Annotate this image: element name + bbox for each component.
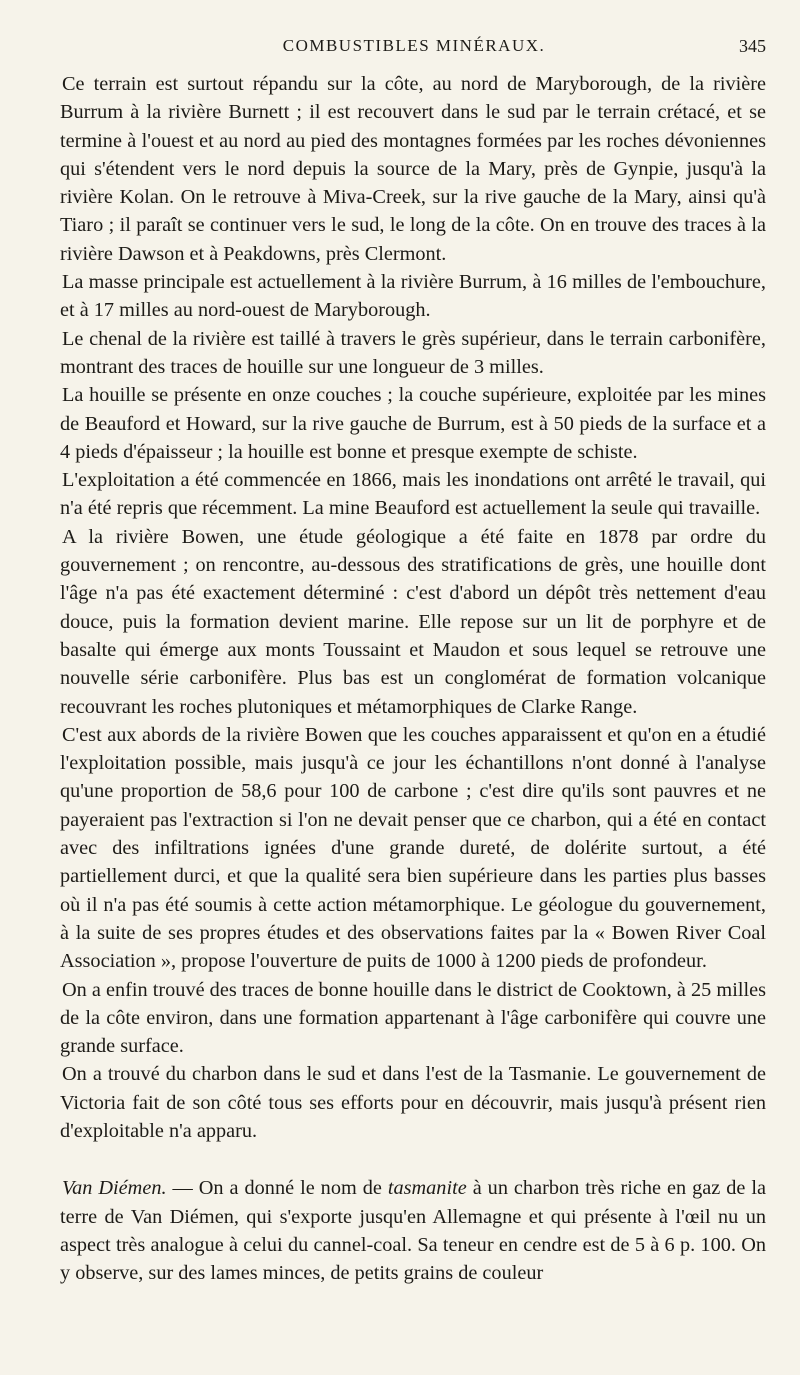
paragraph: A la rivière Bowen, une étude géologique a été faite en 1878 par ordre du gouvernement ; on rencontre, au-dessous des stratifications de grès, une houille dont l'âge n'a pas été exactement déterminé : c'est d'abord un dépôt très nettement d'eau douce, puis la formation devient marine. Elle repose sur un lit de porphyre et de basalte qui émerge aux monts Toussaint et Maudon et sous lequel se retrouve une nouvelle série carbonifère. Plus bas est un conglomérat de formation volcanique recouvrant les roches plutoniques et métamorphiques de Clarke Range. xyxy=(60,525,766,718)
paragraph: Le chenal de la rivière est taillé à travers le grès supérieur, dans le terrain carbonifère, montrant des traces de houille sur une longueur de 3 milles. xyxy=(60,327,766,378)
section-paragraph xyxy=(60,1174,766,1287)
section-dash-text: — On a donné le nom de xyxy=(166,1177,388,1200)
paragraph: On a enfin trouvé des traces de bonne houille dans le district de Cooktown, à 25 milles de la côte environ, dans une formation appartenant à l'âge carbonifère qui couvre une grande surface. xyxy=(60,978,766,1058)
paragraph: C'est aux abords de la rivière Bowen que les couches apparaissent et qu'on en a étudié l'exploitation possible, mais jusqu'à ce jour les échantillons n'ont donné à l'analyse qu'une proportion de 58,6 pour 100 de carbone ; c'est dire qu'ils sont pauvres et ne payeraient pas l'extraction si l'on ne devait penser que ce charbon, qui a été en contact avec des infiltrations ignées d'une grande dureté, de dolérite surtout, a été partiellement durci, et que la qualité sera bien supérieure dans les parties plus basses où il n'a pas été soumis à cette action métamorphique. Le géologue du gouvernement, à la suite de ses propres études et des observations faites par la « Bowen River Coal Association », propose l'ouverture de puits de 1000 à 1200 pieds de profondeur. xyxy=(60,723,766,973)
section-heading: Van Diémen. xyxy=(62,1177,167,1200)
page-header xyxy=(62,36,766,64)
body-text xyxy=(60,70,766,1287)
paragraph: La houille se présente en onze couches ; la couche supérieure, exploitée par les mines de Beauford et Howard, sur la rive gauche de Burrum, est à 50 pieds de la surface et a 4 pieds d'épaisseur ; la houille est bonne et presque exempte de schiste. xyxy=(60,384,766,463)
paragraph: On a trouvé du charbon dans le sud et dans l'est de la Tasmanie. Le gouvernement de Victoria fait de son côté tous ses efforts pour en découvrir, mais jusqu'à présent rien d'exploitable n'a apparu. xyxy=(60,1063,766,1142)
page-number: 345 xyxy=(739,36,766,56)
paragraph: Ce terrain est surtout répandu sur la côte, au nord de Maryborough, de la rivière Burrum à la rivière Burnett ; il est recouvert dans le sud par le terrain crétacé, et se termine à l'ouest et au nord au pied des montagnes formées par les roches dévoniennes qui s'étendent vers le nord depuis la source de la Mary, près de Gynpie, jusqu'à la rivière Kolan. On le retrouve à Miva-Creek, sur la rive gauche de la Mary, ainsi qu'à Tiaro ; il paraît se continuer vers le sud, le long de la côte. On en trouve des traces à la rivière Dawson et à Peakdowns, près Clermont. xyxy=(60,73,766,265)
section-body-text: à un charbon très riche en gaz de la terre de Van Diémen, qui s'exporte jusqu'en Allemagne et qui présente à l'œil nu un aspect très analogue à celui du cannel-coal. Sa teneur en cendre est de 5 à 6 p. 100. On y observe, sur des lames minces, de petits grains de couleur xyxy=(60,1177,766,1285)
section-term: tasmanite xyxy=(387,1177,467,1200)
running-title: COMBUSTIBLES MINÉRAUX. xyxy=(282,36,546,55)
paragraph: L'exploitation a été commencée en 1866, mais les inondations ont arrêté le travail, qui n'a été repris que récemment. La mine Beauford est actuellement la seule qui travaille. xyxy=(60,469,766,520)
paragraph: La masse principale est actuellement à la rivière Burrum, à 16 milles de l'embouchure, et à 17 milles au nord-ouest de Maryborough. xyxy=(60,271,766,322)
